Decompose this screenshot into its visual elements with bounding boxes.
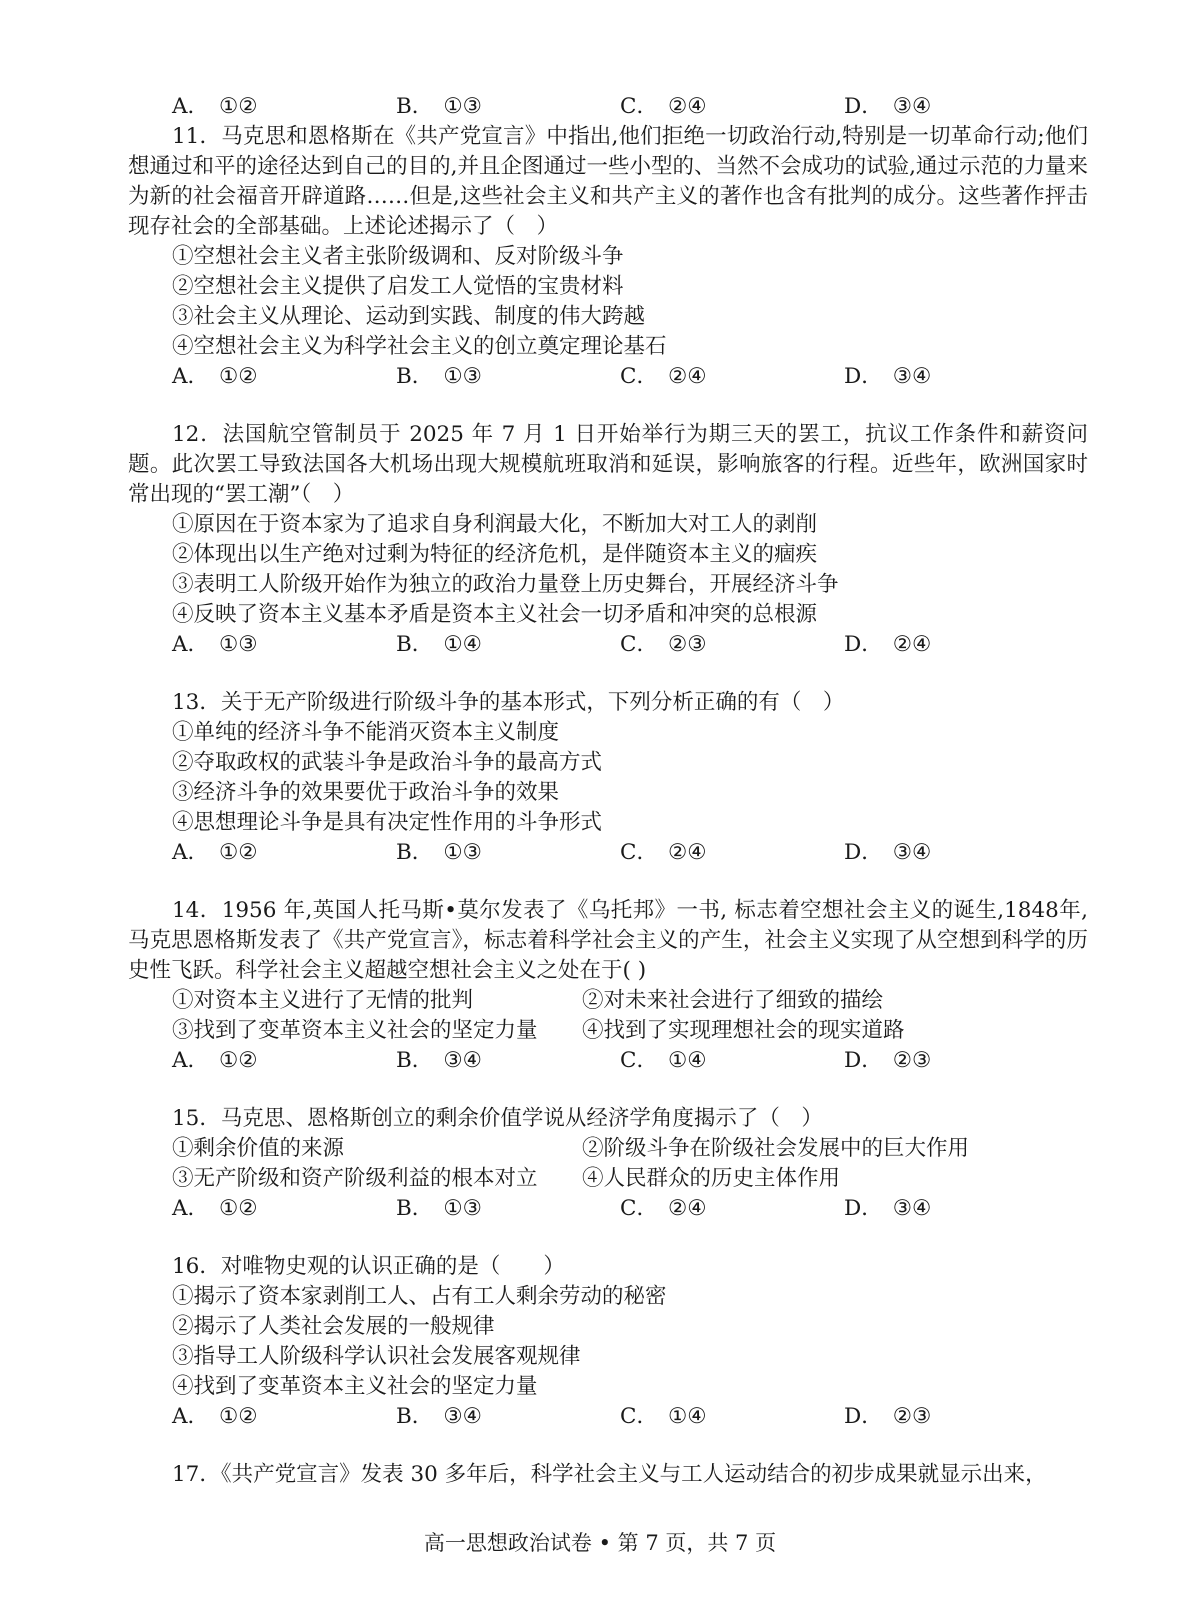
choice-d[interactable]: D． ②③ bbox=[844, 1048, 932, 1073]
choice-d[interactable]: D． ②④ bbox=[844, 632, 932, 657]
question-stem: 15．马克思、恩格斯创立的剩余价值学说从经济学角度揭示了（ ） bbox=[172, 1106, 823, 1131]
option-2: ②体现出以生产绝对过剩为特征的经济危机，是伴随资本主义的痼疾 bbox=[172, 542, 818, 567]
page-footer: 高一思想政治试卷 • 第 7 页，共 7 页 bbox=[423, 1531, 777, 1555]
option-1: ①空想社会主义者主张阶级调和、反对阶级斗争 bbox=[172, 244, 624, 269]
page-content bbox=[128, 92, 1088, 1490]
question-stem: 11．马克思和恩格斯在《共产党宣言》中指出,他们拒绝一切政治行动,特别是一切革命行动;他们想通过和平的途径达到自己的目的,并且企图通过一些小型的、当然不会成功的试验,通过示范的力量来为新的社会福音开辟道路……但是,这些社会主义和共产主义的著作也含有批判的成分。这些著作抨击现存社会的全部基础。上述论述揭示了（ ） bbox=[128, 124, 1088, 239]
choice-b[interactable]: B． ①③ bbox=[396, 840, 482, 865]
previous-question-choices bbox=[128, 92, 1088, 122]
choice-d[interactable]: D． ③④ bbox=[844, 94, 932, 119]
option-3: ③指导工人阶级科学认识社会发展客观规律 bbox=[172, 1344, 581, 1369]
choice-c[interactable]: C． ②④ bbox=[620, 364, 707, 389]
option-3: ③无产阶级和资产阶级利益的根本对立 bbox=[172, 1166, 538, 1191]
choice-c[interactable]: C． ②④ bbox=[620, 1196, 707, 1221]
choice-a[interactable]: A． ①② bbox=[172, 1404, 258, 1429]
option-4: ④空想社会主义为科学社会主义的创立奠定理论基石 bbox=[172, 334, 667, 359]
question-12 bbox=[128, 420, 1088, 660]
question-stem: 12．法国航空管制员于 2025 年 7 月 1 日开始举行为期三天的罢工，抗议工作条件和薪资问题。此次罢工导致法国各大机场出现大规模航班取消和延误，影响旅客的行程。近些年，欧洲国家时常出现的“罢工潮”（ ） bbox=[128, 422, 1088, 507]
choice-a[interactable]: A． ①② bbox=[172, 364, 258, 389]
answer-choices bbox=[128, 362, 1088, 392]
option-2: ②空想社会主义提供了启发工人觉悟的宝贵材料 bbox=[172, 274, 624, 299]
option-2: ②夺取政权的武装斗争是政治斗争的最高方式 bbox=[172, 750, 603, 775]
question-16 bbox=[128, 1252, 1088, 1432]
choice-b[interactable]: B． ③④ bbox=[396, 1404, 482, 1429]
option-2: ②对未来社会进行了细致的描绘 bbox=[582, 988, 884, 1013]
question-stem: 14．1956 年,英国人托马斯•莫尔发表了《乌托邦》一书, 标志着空想社会主义的诞生,1848年,马克思恩格斯发表了《共产党宣言》，标志着科学社会主义的产生，社会主义实现了从空想到科学的历史性飞跃。科学社会主义超越空想社会主义之处在于( ) bbox=[128, 898, 1089, 983]
option-4: ④找到了变革资本主义社会的坚定力量 bbox=[172, 1374, 538, 1399]
choice-b[interactable]: B． ①④ bbox=[396, 632, 482, 657]
answer-choices bbox=[128, 1046, 1088, 1076]
option-3: ③表明工人阶级开始作为独立的政治力量登上历史舞台，开展经济斗争 bbox=[172, 572, 839, 597]
question-stem: 17．《共产党宣言》发表 30 多年后，科学社会主义与工人运动结合的初步成果就显示出来， bbox=[172, 1462, 1047, 1487]
choice-c[interactable]: C． ②④ bbox=[620, 94, 707, 119]
option-4: ④人民群众的历史主体作用 bbox=[582, 1166, 841, 1191]
option-1: ①剩余价值的来源 bbox=[172, 1136, 345, 1161]
question-11 bbox=[128, 122, 1088, 392]
choice-a[interactable]: A． ①② bbox=[172, 1196, 258, 1221]
option-row bbox=[128, 1016, 1088, 1046]
answer-choices bbox=[128, 630, 1088, 660]
option-4: ④反映了资本主义基本矛盾是资本主义社会一切矛盾和冲突的总根源 bbox=[172, 602, 818, 627]
choice-c[interactable]: C． ①④ bbox=[620, 1048, 707, 1073]
option-2: ②揭示了人类社会发展的一般规律 bbox=[172, 1314, 495, 1339]
option-1: ①对资本主义进行了无情的批判 bbox=[172, 988, 474, 1013]
option-row bbox=[128, 1164, 1088, 1194]
choice-d[interactable]: D． ③④ bbox=[844, 364, 932, 389]
question-13 bbox=[128, 688, 1088, 868]
choice-d[interactable]: D． ③④ bbox=[844, 1196, 932, 1221]
choice-d[interactable]: D． ②③ bbox=[844, 1404, 932, 1429]
question-14 bbox=[128, 896, 1088, 1076]
option-row bbox=[128, 1134, 1088, 1164]
option-1: ①单纯的经济斗争不能消灭资本主义制度 bbox=[172, 720, 560, 745]
choice-c[interactable]: C． ②③ bbox=[620, 632, 707, 657]
question-stem: 13．关于无产阶级进行阶级斗争的基本形式，下列分析正确的有（ ） bbox=[172, 690, 845, 715]
answer-choices bbox=[128, 1402, 1088, 1432]
option-1: ①原因在于资本家为了追求自身利润最大化，不断加大对工人的剥削 bbox=[172, 512, 818, 537]
choice-a[interactable]: A． ①② bbox=[172, 94, 258, 119]
question-17 bbox=[128, 1460, 1088, 1490]
option-1: ①揭示了资本家剥削工人、占有工人剩余劳动的秘密 bbox=[172, 1284, 667, 1309]
choice-a[interactable]: A． ①② bbox=[172, 1048, 258, 1073]
choice-c[interactable]: C． ②④ bbox=[620, 840, 707, 865]
option-4: ④思想理论斗争是具有决定性作用的斗争形式 bbox=[172, 810, 603, 835]
option-3: ③社会主义从理论、运动到实践、制度的伟大跨越 bbox=[172, 304, 646, 329]
option-2: ②阶级斗争在阶级社会发展中的巨大作用 bbox=[582, 1136, 970, 1161]
choice-c[interactable]: C． ①④ bbox=[620, 1404, 707, 1429]
option-row bbox=[128, 986, 1088, 1016]
choice-a[interactable]: A． ①② bbox=[172, 840, 258, 865]
choice-b[interactable]: B． ①③ bbox=[396, 94, 482, 119]
choice-b[interactable]: B． ①③ bbox=[396, 364, 482, 389]
answer-choices bbox=[128, 838, 1088, 868]
answer-choices bbox=[128, 1194, 1088, 1224]
option-3: ③经济斗争的效果要优于政治斗争的效果 bbox=[172, 780, 560, 805]
choice-d[interactable]: D． ③④ bbox=[844, 840, 932, 865]
question-stem: 16．对唯物史观的认识正确的是（ ） bbox=[172, 1254, 565, 1279]
option-3: ③找到了变革资本主义社会的坚定力量 bbox=[172, 1018, 538, 1043]
choice-b[interactable]: B． ③④ bbox=[396, 1048, 482, 1073]
choice-b[interactable]: B． ①③ bbox=[396, 1196, 482, 1221]
option-4: ④找到了实现理想社会的现实道路 bbox=[582, 1018, 905, 1043]
choice-a[interactable]: A． ①③ bbox=[172, 632, 258, 657]
question-15 bbox=[128, 1104, 1088, 1224]
